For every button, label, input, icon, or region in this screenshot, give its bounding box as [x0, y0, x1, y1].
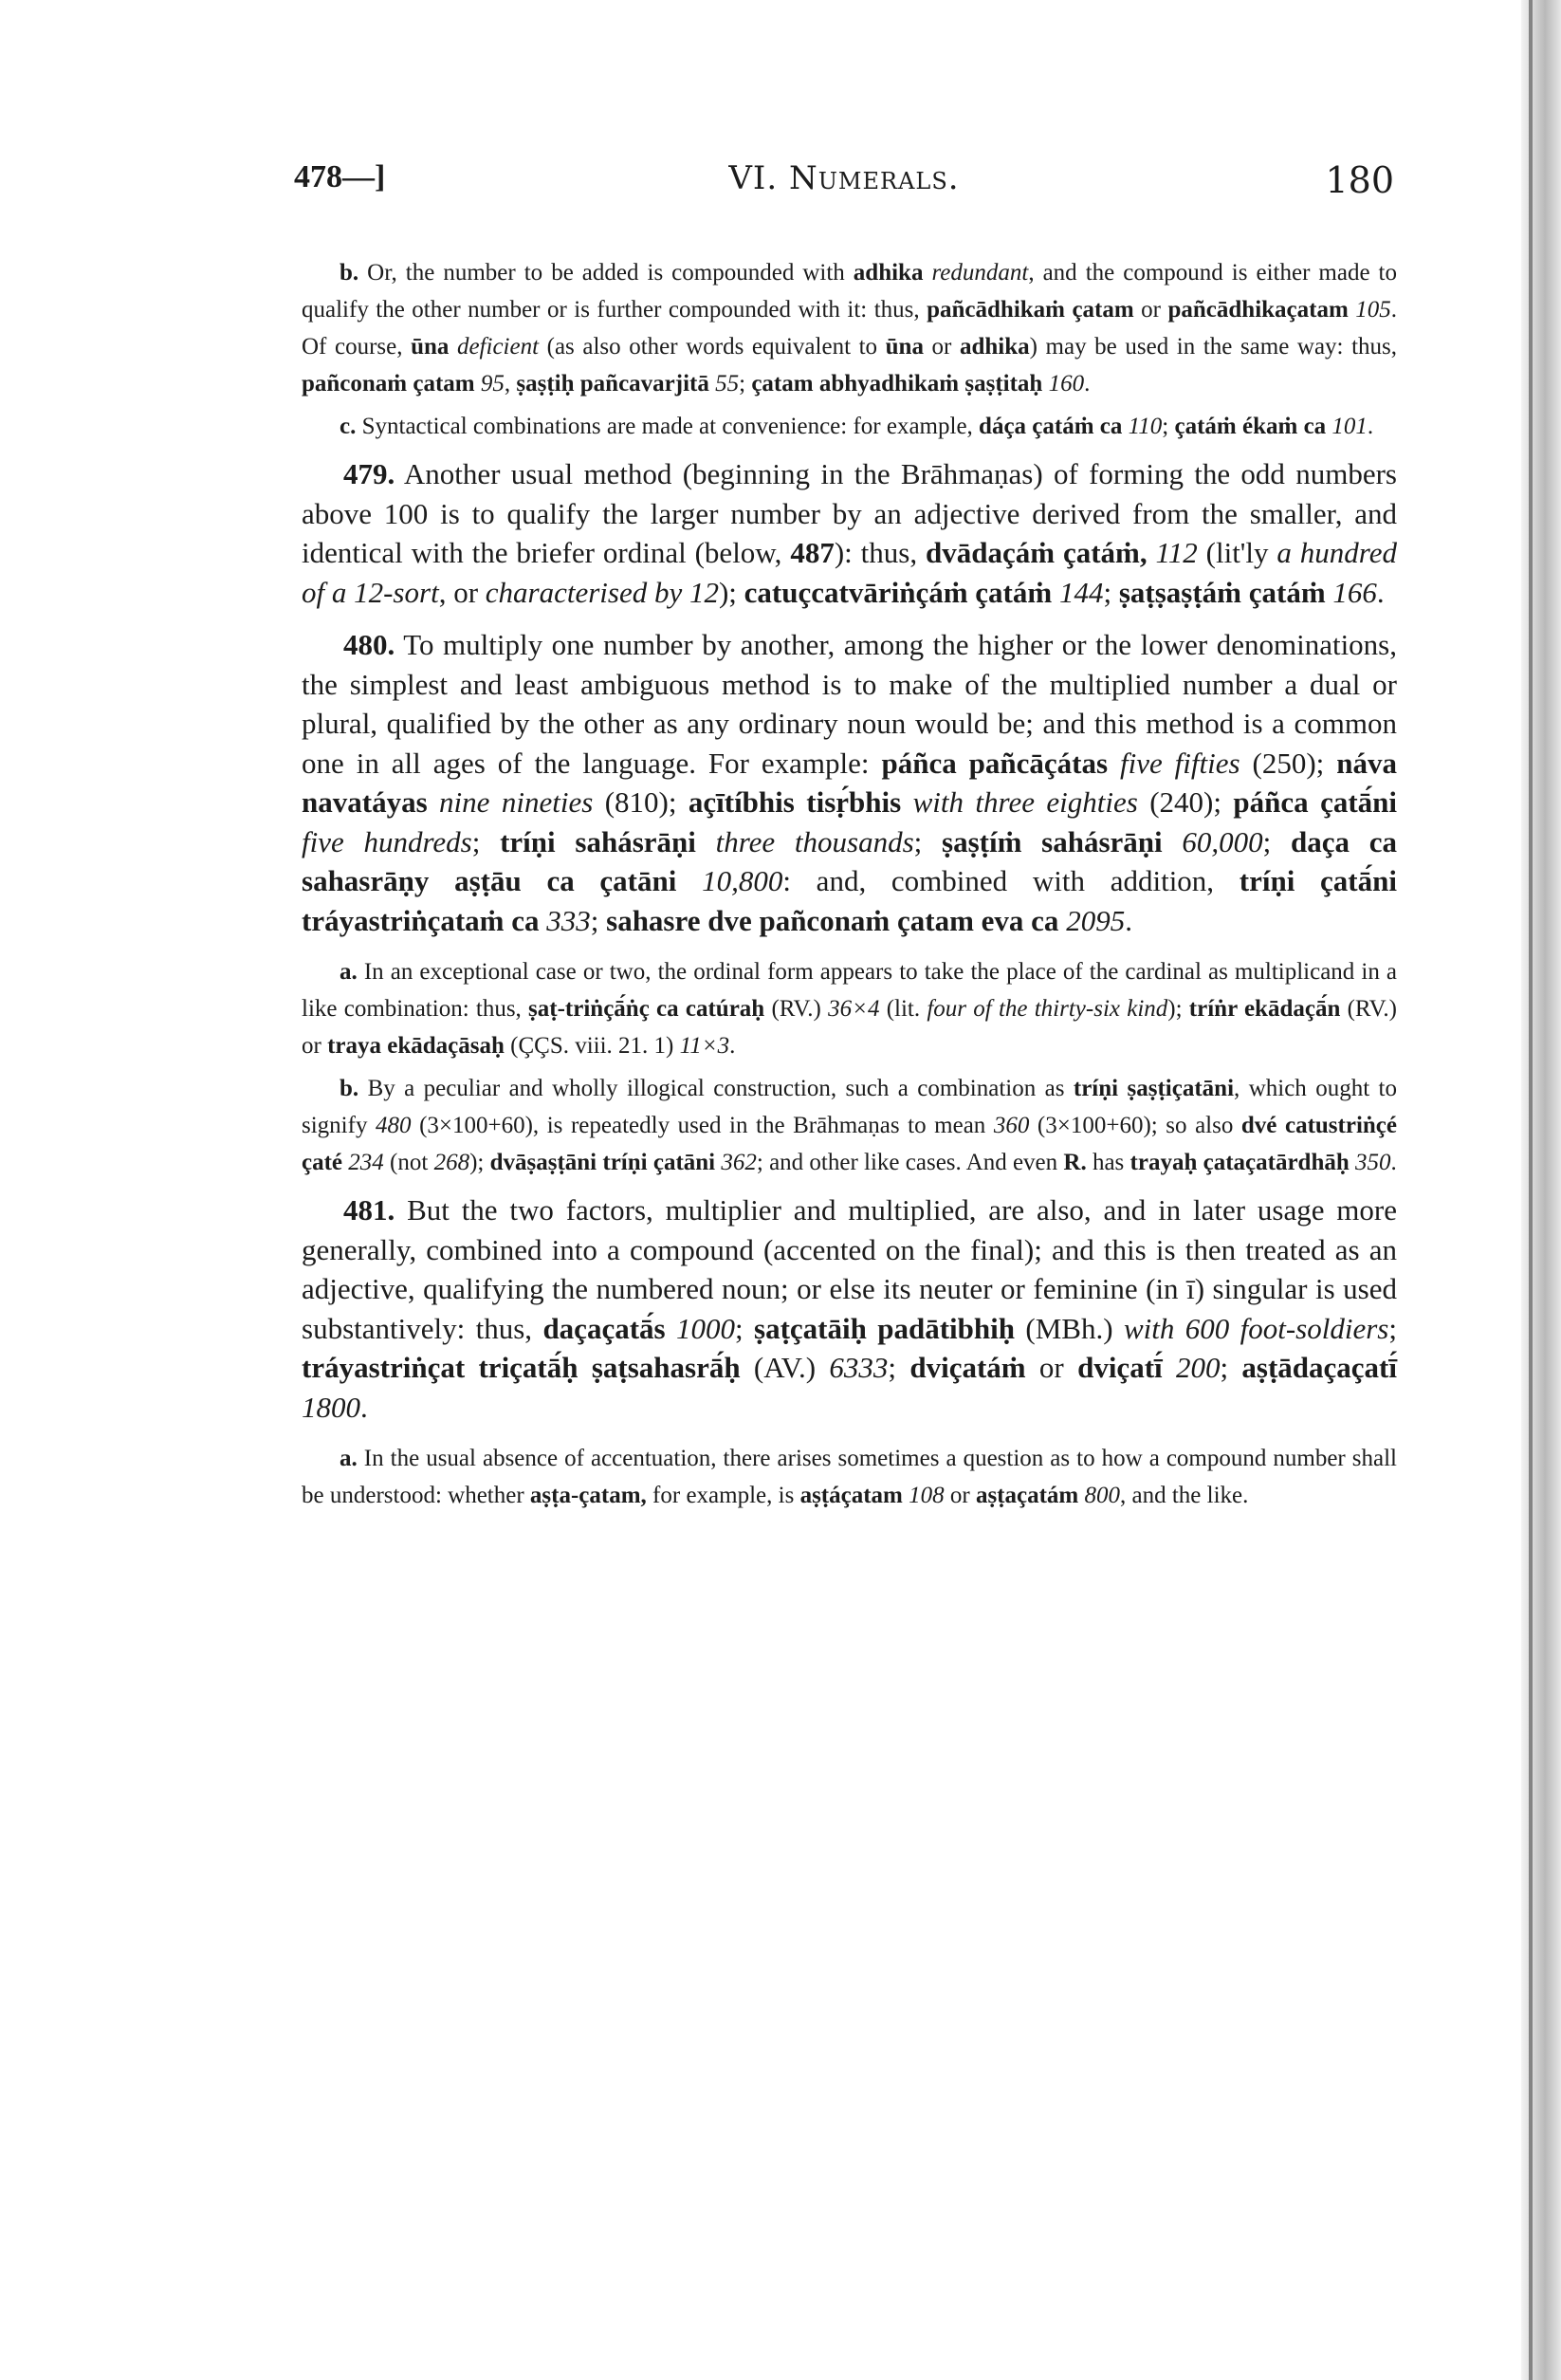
- body-text-run: (240);: [1137, 785, 1234, 819]
- body-text-run: );: [469, 1150, 490, 1175]
- gloss-text: 350: [1349, 1150, 1391, 1175]
- gloss-text: 234: [342, 1150, 384, 1175]
- body-text-run: (3×100+60); so also: [1029, 1113, 1241, 1138]
- body-text-run: (as also other words equivalent to: [539, 334, 886, 360]
- body-text-run: By a peculiar and wholly illogical construction, such a combination as: [358, 1076, 1074, 1101]
- sanskrit-term: b.: [340, 1076, 359, 1101]
- paragraph-b480: [302, 1070, 1397, 1181]
- gloss-text: 6333: [829, 1351, 889, 1384]
- gloss-text: deficient: [449, 334, 540, 360]
- body-text-run: .: [1390, 1150, 1397, 1175]
- sanskrit-term: aṣṭaçatám: [975, 1483, 1079, 1508]
- gloss-text: 1800: [302, 1390, 360, 1424]
- sanskrit-term: dvādaçáṁ çatáṁ,: [926, 536, 1148, 569]
- sanskrit-term: açītíbhis tisṛ́bhis: [688, 785, 902, 819]
- sanskrit-term: traya ekādaçāsaḥ: [327, 1033, 505, 1059]
- body-text-run: , which ought to signify: [302, 1076, 1398, 1138]
- gloss-text: 144: [1052, 575, 1104, 609]
- paragraph-c478: [302, 408, 1397, 445]
- body-text-run: (not: [383, 1150, 434, 1175]
- gloss-text: redundant: [923, 260, 1029, 286]
- gloss-text: four of the thirty-six kind: [927, 996, 1168, 1022]
- body-text-run: ;: [1388, 1311, 1397, 1345]
- gloss-text: 112: [1147, 536, 1198, 569]
- body-text-run: ;: [913, 824, 943, 858]
- sanskrit-term: daça ca sahasrāṇy aṣṭāu ca çatāni: [302, 824, 1398, 897]
- gloss-text: characterised by 12: [485, 575, 719, 609]
- gloss-text: 362: [715, 1150, 757, 1175]
- sanskrit-term: páñca pañcāçátas: [881, 746, 1109, 780]
- section-number: 487: [790, 536, 835, 569]
- body-text-run: ; and other like cases. And even: [756, 1150, 1064, 1175]
- sanskrit-term: ūna: [411, 334, 450, 360]
- body-text-run: ;: [735, 1311, 755, 1345]
- body-text-run: ;: [888, 1351, 910, 1384]
- gloss-text: a hundred of a 12-sort: [302, 536, 1397, 609]
- sanskrit-term: aṣṭáçatam: [799, 1483, 903, 1508]
- gloss-text: 55: [708, 371, 740, 397]
- body-text-run: , or: [438, 575, 486, 609]
- sanskrit-term: dviçatī́: [1077, 1351, 1163, 1384]
- body-text-run: or: [1133, 297, 1168, 323]
- sanskrit-term: ṣaṭçatāiḥ padātibhiḥ: [754, 1311, 1015, 1345]
- gloss-text: 1000: [665, 1311, 735, 1345]
- sanskrit-term: ṣaṣṭíṁ sahásrāṇi: [942, 824, 1163, 858]
- body-text-run: (AV.): [740, 1351, 830, 1384]
- gloss-text: 200: [1162, 1351, 1221, 1384]
- gloss-text: 11×3: [679, 1033, 730, 1059]
- body-text-run: ): thus,: [834, 536, 927, 569]
- body-text-run: (ÇÇS. viii. 21. 1): [504, 1033, 680, 1059]
- paragraph-p481: [302, 1190, 1397, 1427]
- sanskrit-term: b.: [340, 260, 359, 286]
- gloss-text: 268: [433, 1150, 470, 1175]
- body-text-run: (3×100+60), is repeatedly used in the Brāhmaṇas to mean: [411, 1113, 994, 1138]
- body-text-run: .: [729, 1033, 736, 1059]
- section-number: 481.: [343, 1193, 395, 1227]
- sanskrit-term: tríṇi ṣaṣṭiçatāni: [1073, 1076, 1235, 1101]
- sanskrit-term: tráyastriṅçat triçatā́ḥ ṣaṭsahasrā́ḥ: [302, 1351, 741, 1384]
- sanskrit-term: páñca çatā́ni: [1233, 785, 1397, 819]
- body-text-run: or: [923, 334, 960, 360]
- page-edge-shadow: [1521, 0, 1561, 2380]
- sanskrit-term: aṣṭādaçaçatī́: [1241, 1351, 1397, 1384]
- body-text-run: , and the compound is either made to qualify the other number or is further compounded with it: thus,: [302, 260, 1397, 323]
- paragraph-a480: [302, 953, 1397, 1064]
- sanskrit-term: ṣaṭ-triṅçā́ṅç ca catúraḥ: [528, 996, 765, 1022]
- body-text-run: for example, is: [646, 1483, 800, 1508]
- body-text-run: (lit'ly: [1197, 536, 1277, 569]
- body-text-run: );: [1167, 996, 1189, 1022]
- sanskrit-term: daçaçatā́s: [542, 1311, 666, 1345]
- gloss-text: 166: [1325, 575, 1377, 609]
- page-edge-line: [1529, 0, 1533, 2380]
- sanskrit-term: trayaḥ çataçatārdhāḥ: [1129, 1150, 1350, 1175]
- body-text-run: To multiply one number by another, among the higher or the lower denominations, the simplest and least ambiguous method is to make of the multiplied number a dual or plural, qualified by the other as any ordinary noun would be; and this method is a common one in all ages of the language. For example:: [302, 628, 1397, 780]
- body-text-run: ;: [739, 371, 752, 397]
- gloss-text: with three eighties: [901, 785, 1138, 819]
- body-text-run: But the two factors, multiplier and multiplied, are also, and in later usage more generally, combined into a compound (accented on the final); and this is then treated as an adjective, qualifying the numbered noun; or else its neuter or feminine (in ī) singular is used substantively: thus,: [302, 1193, 1397, 1345]
- sanskrit-term: pañcādhikaçatam: [1167, 297, 1349, 323]
- sanskrit-term: náva navatáyas: [302, 746, 1397, 819]
- body-text-run: (RV.): [764, 996, 829, 1022]
- sanskrit-term: pañcādhikaṁ çatam: [927, 297, 1134, 323]
- gloss-text: 110: [1122, 414, 1163, 439]
- sanskrit-term: dvāṣaṣṭāni tríṇi çatāni: [489, 1150, 716, 1175]
- gloss-text: 160: [1042, 371, 1085, 397]
- sanskrit-term: tríṅr ekādaçā́n: [1188, 996, 1341, 1022]
- paragraph-b478: [302, 254, 1397, 402]
- section-number: 480.: [343, 628, 395, 661]
- body-text-run: ;: [471, 824, 501, 858]
- body-text-run: .: [360, 1390, 368, 1424]
- sanskrit-term: a.: [340, 959, 358, 985]
- gloss-text: five fifties: [1108, 746, 1240, 780]
- page-header: [294, 159, 1394, 207]
- body-text-run: or: [944, 1483, 976, 1508]
- body-text-run: (810);: [593, 785, 689, 819]
- sanskrit-term: dáça çatáṁ ca: [979, 414, 1123, 439]
- section-number: 479.: [343, 457, 395, 490]
- gloss-text: 480: [376, 1113, 412, 1138]
- body-text-run: .: [1084, 371, 1091, 397]
- sanskrit-term: dviçatáṁ: [909, 1351, 1026, 1384]
- gloss-text: with 600 foot-soldiers: [1123, 1311, 1389, 1345]
- sanskrit-term: sahasre dve pañconaṁ çatam eva ca: [606, 903, 1059, 937]
- body-text-run: In an exceptional case or two, the ordinal form appears to take the place of the cardinal as multiplicand in a like combination: thus,: [302, 959, 1397, 1022]
- sanskrit-term: tríṇi çatā́ni tráyastriṅçataṁ ca: [302, 864, 1397, 937]
- body-text-run: .: [1125, 903, 1132, 937]
- sanskrit-term: R.: [1063, 1150, 1087, 1175]
- gloss-text: 10,800: [676, 864, 783, 897]
- body-text-run: In the usual absence of accentuation, there arises sometimes a question as to how a compound number shall be understood: whether: [302, 1446, 1397, 1508]
- sanskrit-term: çatam abhyadhikaṁ ṣaṣṭitaḥ: [751, 371, 1043, 397]
- section-range: 478—]: [294, 159, 386, 194]
- gloss-text: five hundreds: [302, 824, 472, 858]
- body-text-run: , and the like.: [1120, 1483, 1249, 1508]
- body-text-run: (lit.: [879, 996, 927, 1022]
- paragraph-p480: [302, 625, 1397, 940]
- body-text-run: : and, combined with addition,: [782, 864, 1240, 897]
- sanskrit-term: a.: [340, 1446, 358, 1471]
- sanskrit-term: adhika: [959, 334, 1030, 360]
- sanskrit-term: çatáṁ ékaṁ ca: [1174, 414, 1327, 439]
- gloss-text: 360: [993, 1113, 1030, 1138]
- body-text-run: .: [1367, 414, 1374, 439]
- body-text-run: (RV.) or: [302, 996, 1398, 1059]
- sanskrit-term: pañconaṁ çatam: [302, 371, 475, 397]
- body-text-run: );: [718, 575, 744, 609]
- sanskrit-term: catuçcatvāriṅçáṁ çatáṁ: [744, 575, 1053, 609]
- paragraph-a481: [302, 1440, 1397, 1514]
- body-text-run: ) may be used in the same way: thus,: [1029, 334, 1398, 360]
- body-text-run: Another usual method (beginning in the Brāhmaṇas) of forming the odd numbers above 100 is to qualify the larger number by an adjective derived from the smaller, and identical with the briefer ordinal (below,: [302, 457, 1397, 569]
- body-text-run: .: [1376, 575, 1385, 609]
- sanskrit-term: ṣaṭṣaṣṭáṁ çatáṁ: [1118, 575, 1326, 609]
- body-text-run: or: [1025, 1351, 1078, 1384]
- gloss-text: 95: [474, 371, 505, 397]
- body-text-run: (MBh.): [1015, 1311, 1124, 1345]
- body-text-run: ;: [1220, 1351, 1242, 1384]
- body-text-run: . Of course,: [302, 297, 1398, 360]
- sanskrit-term: dvé catustriṅçé çaté: [302, 1113, 1397, 1175]
- gloss-text: 333: [539, 903, 591, 937]
- gloss-text: 36×4: [828, 996, 880, 1022]
- body-text-run: Syntactical combinations are made at convenience: for example,: [356, 414, 980, 439]
- body-text-run: ,: [504, 371, 517, 397]
- gloss-text: 2095: [1058, 903, 1126, 937]
- gloss-text: 105: [1348, 297, 1391, 323]
- body-text-run: ;: [1103, 575, 1119, 609]
- gloss-text: three thousands: [695, 824, 914, 858]
- gloss-text: 800: [1078, 1483, 1121, 1508]
- gloss-text: 60,000: [1162, 824, 1263, 858]
- body-text-run: ;: [1262, 824, 1291, 858]
- sanskrit-term: aṣṭa-çatam,: [529, 1483, 647, 1508]
- chapter-title: VI. Numerals.: [728, 159, 960, 197]
- body-text-run: (250);: [1240, 746, 1337, 780]
- page-number: 180: [1325, 159, 1394, 201]
- sanskrit-term: adhika: [853, 260, 924, 286]
- gloss-text: 101: [1326, 414, 1368, 439]
- gloss-text: 108: [902, 1483, 945, 1508]
- body-text-run: ;: [1162, 414, 1175, 439]
- sanskrit-term: ūna: [885, 334, 924, 360]
- gloss-text: nine nineties: [427, 785, 594, 819]
- body-text-run: Or, the number to be added is compounded with: [358, 260, 854, 286]
- sanskrit-term: c.: [340, 414, 357, 439]
- page-body: [302, 254, 1397, 1520]
- sanskrit-term: ṣaṣṭiḥ pañcavarjitā: [516, 371, 709, 397]
- sanskrit-term: tríṇi sahásrāṇi: [500, 824, 696, 858]
- paragraph-p479: [302, 454, 1397, 612]
- body-text-run: has: [1086, 1150, 1130, 1175]
- body-text-run: ;: [590, 903, 607, 937]
